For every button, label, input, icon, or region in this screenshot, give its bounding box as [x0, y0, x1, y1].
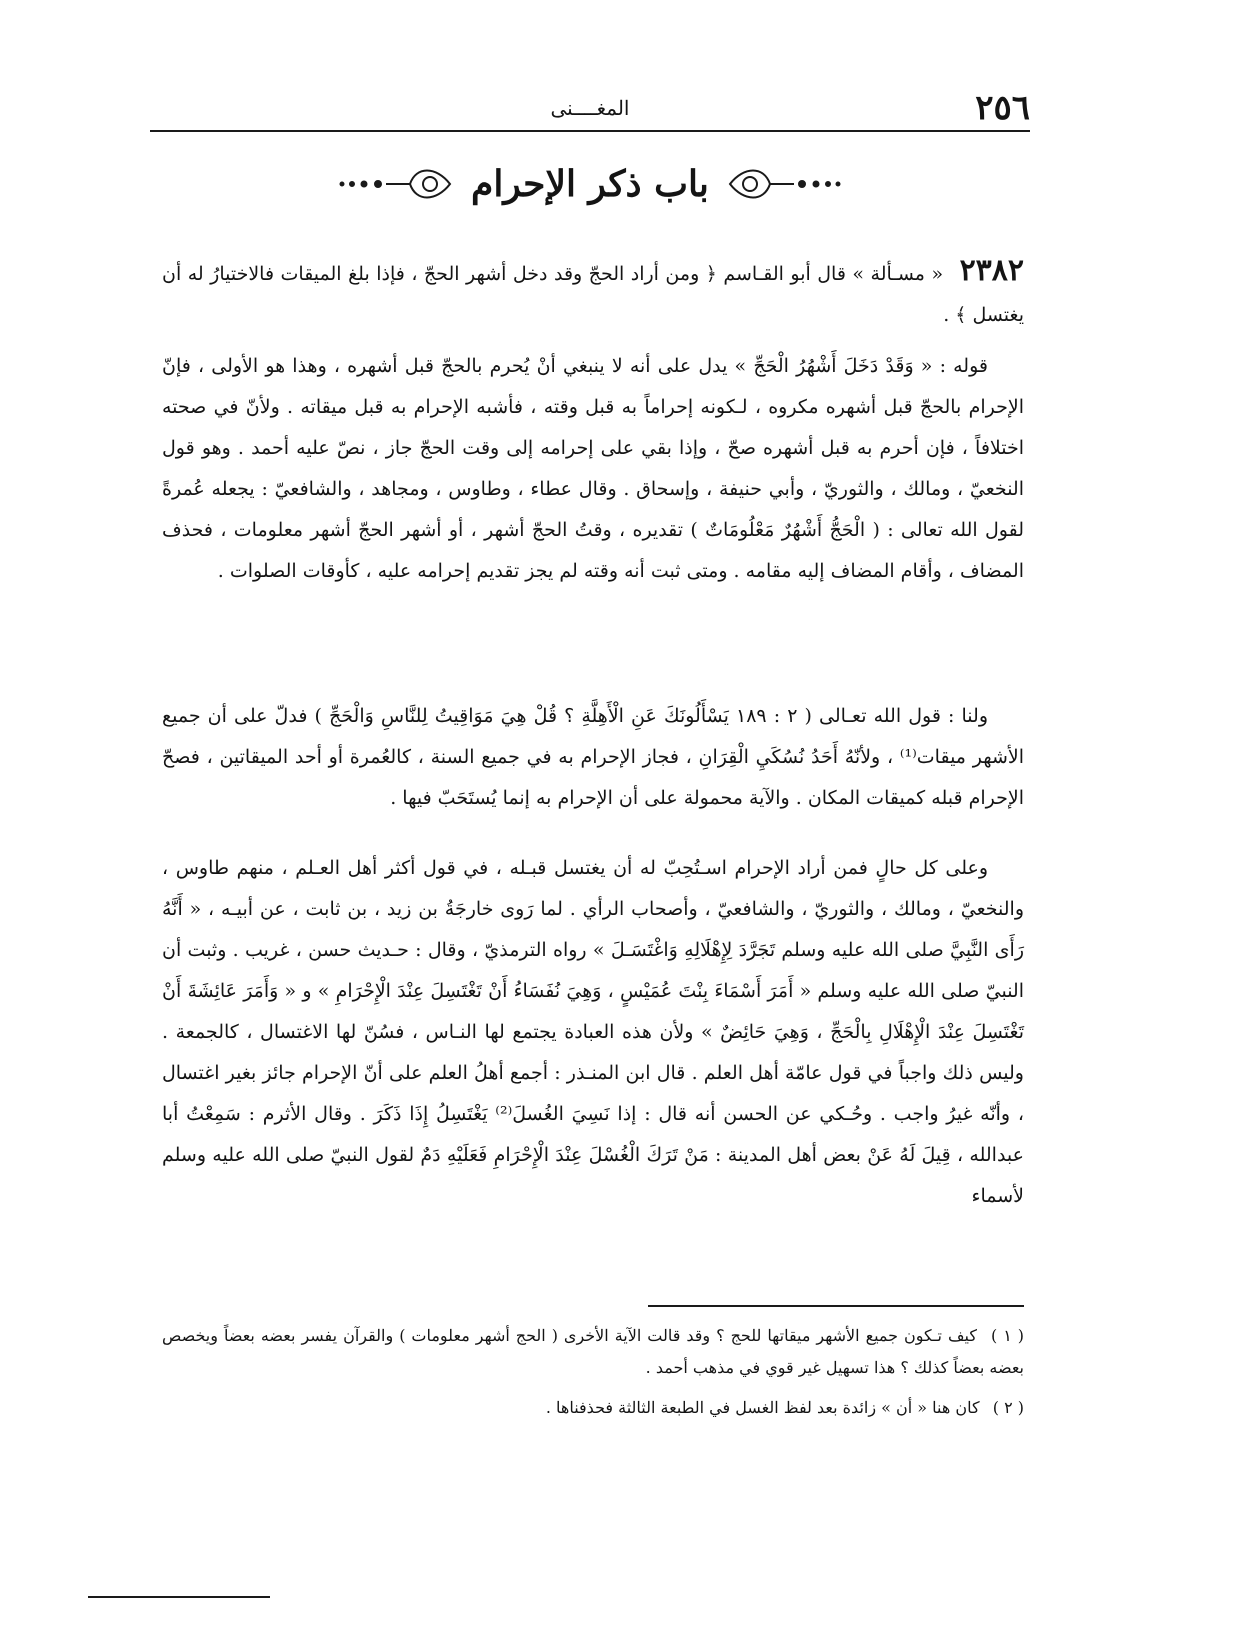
footnote-text: كان هنا « أن » زائدة بعد لفظ الغسل في الطبعة الثالثة فحذفناها . [545, 1398, 980, 1417]
issue-text: « مسـألة » قال أبو القـاسم ﴿ ومن أراد الحجّ وقد دخل أشهر الحجّ ، فإذا بلغ الميقات فالاختيارُ له أن يغتسل ﴾ . [162, 263, 1024, 326]
paragraph-text: قوله : « وَقَدْ دَخَلَ أَشْهُرُ الْحَجِّ » يدل على أنه لا ينبغي أنْ يُحرم بالحجّ قبل أشهره ، وهذا هو الأولى ، فإنّ الإحرام بالحجّ قبل أشهره مكروه ، لـكونه إحراماً به قبل وقته ، فأشبه الإحرام به قبل ميقاته . ولأنّ في صحته اختلافاً ، فإن أحرم به قبل أشهره صحّ ، وإذا بقي على إحرامه إلى وقت الحجّ جاز ، نصّ عليه أحمد . وهو قول النخعيّ ، ومالك ، والثوريّ ، وأبي حنيفة ، وإسحاق . وقال عطاء ، وطاوس ، ومجاهد ، والشافعيّ : يجعله عُمرةً لقول الله تعالى : ( الْحَجُّ أَشْهُرٌ مَعْلُومَاتٌ ) تقديره ، وقتُ الحجّ أشهر ، أو أشهر الحجّ أشهر معلومات ، فحذف المضاف ، وأقام المضاف إليه مقامه . ومتى ثبت أنه وقته لم يجز تقديم إحرامه عليه ، كأوقات الصلوات . [162, 355, 1024, 582]
footnotes [162, 1320, 1024, 1432]
page-number: ٢٥٦ [975, 88, 1030, 128]
commentary-paragraph-2 [162, 696, 1024, 819]
left-ornament-icon [336, 162, 456, 206]
footnote-rule [648, 1305, 1024, 1307]
page-header [150, 88, 1030, 132]
issue-number: ٢٣٨٢ [959, 253, 1025, 288]
commentary-paragraph-3 [162, 848, 1024, 1217]
footnote [162, 1320, 1024, 1384]
footnote-mark: ( ٢ ) [992, 1398, 1024, 1417]
chapter-heading [150, 162, 1030, 206]
paragraph-text: وعلى كل حالٍ فمن أراد الإحرام اسـتُحِبّ له أن يغتسل قبـله ، في قول أكثر أهل العـلم ، منهم طاوس ، والنخعيّ ، ومالك ، والثوريّ ، والشافعيّ ، وأصحاب الرأي . لما رَوى خارجَةُ بن زيد ، بن ثابت ، عن أبيـه ، « أَنَّهُ رَأَى النَّبِيَّ صلى الله عليه وسلم تَجَرَّدَ لِإِهْلَالِهِ وَاغْتَسَـلَ » رواه الترمذيّ ، وقال : حـديث حسن ، غريب . وثبت أن النبيّ صلى الله عليه وسلم « أَمَرَ أَسْمَاءَ بِنْتَ عُمَيْسٍ ، وَهِيَ نُفَسَاءُ أَنْ تَغْتَسِلَ عِنْدَ الْإِحْرَامِ » و « وَأَمَرَ عَائِشَةَ أَنْ تَغْتَسِلَ عِنْدَ الْإِهْلَالِ بِالْحَجِّ ، وَهِيَ حَائِضٌ » ولأن هذه العبادة يجتمع لها النـاس ، فسُنّ لها الاغتسال ، كالجمعة . وليس ذلك واجباً في قول عامّة أهل العلم . قال ابن المنـذر : أجمع أهلُ العلم على أنّ الإحرام جائز بغير اغتسال ، وأنّه غيرُ واجب . وحُـكي عن الحسن أنه قال : إذا نَسِيَ الغُسلَ⁽²⁾ يَغْتَسِلُ إِذَا ذَكَرَ . وقال الأثرم : سَمِعْتُ أبا عبدالله ، قِيلَ لَهُ عَنْ بعض أهل المدينة : مَنْ تَرَكَ الْغُسْلَ عِنْدَ الْإِحْرَامِ فَعَلَيْهِ دَمٌ لقول النبيّ صلى الله عليه وسلم لأسماء [162, 857, 1024, 1207]
footnote [162, 1392, 1024, 1424]
issue-paragraph [162, 250, 1024, 336]
footnote-mark: ( ١ ) [990, 1326, 1025, 1345]
bottom-rule [88, 1596, 270, 1598]
paragraph-text: ولنا : قول الله تعـالى ( ٢ : ١٨٩ يَسْأَلُونَكَ عَنِ الْأَهِلَّةِ ؟ قُلْ هِيَ مَوَاقِيتُ لِلنَّاسِ وَالْحَجِّ ) فدلّ على أن جميع الأشهر ميقات⁽¹⁾ ، ولأنّهُ أَحَدُ نُسُكَيِ الْقِرَانِ ، فجاز الإحرام به في جميع السنة ، كالعُمرة أو أحد الميقاتين ، فصحّ الإحرام قبله كميقات المكان . والآية محمولة على أن الإحرام به إنما يُستَحَبّ فيها . [162, 705, 1024, 809]
running-title: المغــــنى [550, 96, 630, 120]
header-rule [150, 130, 1030, 132]
footnote-text: كيف تـكون جميع الأشهر ميقاتها للحج ؟ وقد قالت الآية الأخرى ( الحج أشهر معلومات ) والقرآن يفسر بعضه بعضاً ويخصص بعضه بعضاً كذلك ؟ هذا تسهيل غير قوي في مذهب أحمد . [162, 1326, 1024, 1377]
commentary-paragraph-1 [162, 346, 1024, 592]
right-ornament-icon [724, 162, 844, 206]
chapter-title: باب ذكر الإحرام [471, 163, 709, 205]
